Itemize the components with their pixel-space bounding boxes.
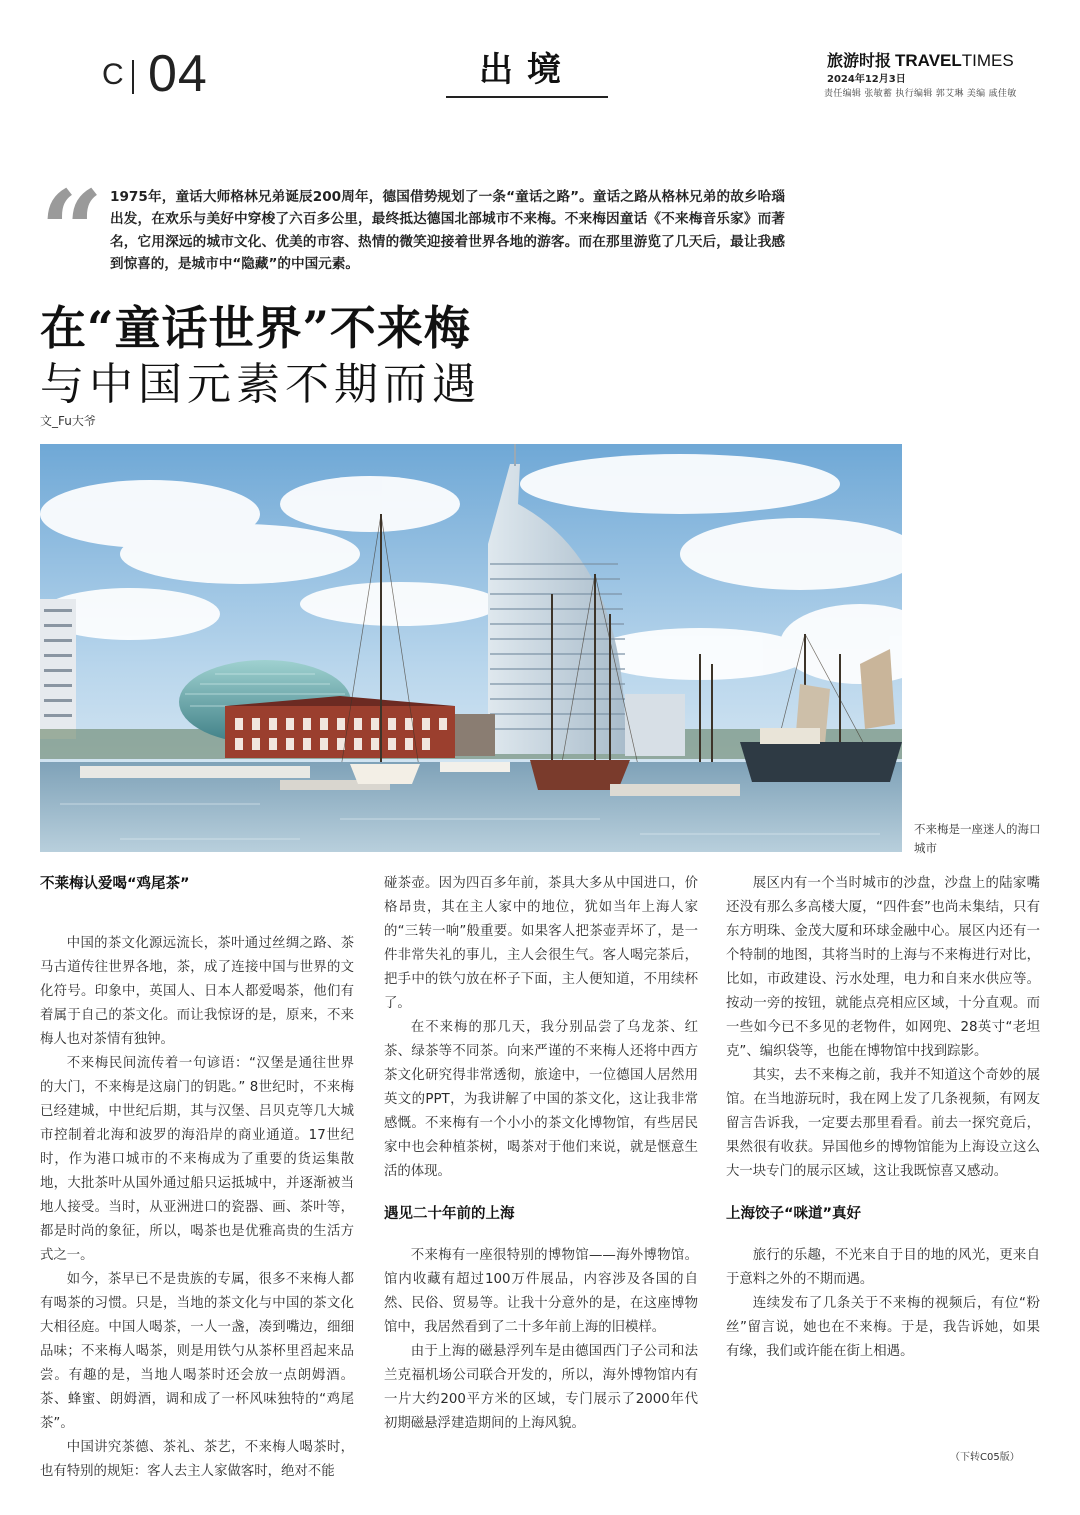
continued-notice: （下转C05版） [950,1452,1020,1463]
paragraph: 不来梅民间流传着一句谚语：“汉堡是通往世界的大门，不来梅是这扇门的钥匙。” 8世纪时，不来梅已经建城，中世纪后期，其与汉堡、吕贝克等几大城市控制着北海和波罗的海沿岸的商业通道。17世纪时，作为港口城市的不来梅成为了重要的货运集散地，大批茶叶从国外通过船只运抵城中，并逐渐被当地人接受。当时，从亚洲进口的瓷器、画、茶叶等，都是时尚的象征，所以，喝茶也是优雅高贵的生活方式之一。 [40,1056,354,1263]
paragraph: 展区内有一个当时城市的沙盘，沙盘上的陆家嘴还没有那么多高楼大厦，“四件套”也尚未集结，只有东方明珠、金茂大厦和环球金融中心。展区内还有一个特制的地图，其将当时的上海与不来梅进行对比，比如，市政建设、污水处理，电力和自来水供应等。按动一旁的按钮，就能点亮相应区域，十分直观。而一些如今已不多见的老物件，如网兜、28英寸“老坦克”、编织袋等，也能在博物馆中找到踪影。 [726,876,1040,1059]
masthead-cn: 旅游时报 [827,51,892,70]
subheading-dumplings: 上海饺子“咪道”真好 [726,1206,862,1222]
section-title: 出境 [479,50,575,90]
section-title-rule [446,96,608,98]
article-lead: 1975年，童话大师格林兄弟诞辰200周年，德国借势规划了一条“童话之路”。童话之路从格林兄弟的故乡哈瑙出发，在欢乐与美好中穿梭了六百多公里，最终抵达德国北部城市不来梅。不来梅因童话《不来梅音乐家》而著名，它用深远的城市文化、优美的市容、热情的微笑迎接着世界各地的游客。而在那里游览了几天后，最让我感到惊喜的，是城市中“隐藏”的中国元素。 [110,189,785,273]
headline-line1: 在“童话世界”不来梅 [40,301,471,355]
section-letter: C [102,58,126,91]
subheading-shanghai: 遇见二十年前的上海 [384,1206,515,1222]
photo-caption: 不来梅是一座迷人的海口城市 [914,822,1041,855]
paragraph: 中国的茶文化源远流长，茶叶通过丝绸之路、茶马古道传往世界各地，茶，成了连接中国与世界的文化符号。印象中，英国人、日本人都爱喝茶，他们有着属于自己的茶文化。而让我惊讶的是，原来，不来梅人也对茶情有独钟。 [40,936,354,1047]
paragraph: 在不来梅的那几天，我分别品尝了乌龙茶、红茶、绿茶等不同茶。向来严谨的不来梅人还将中西方茶文化研究得非常透彻，旅途中，一位德国人居然用英文的PPT，为我讲解了中国的茶文化，这让我非常感慨。不来梅有一个小小的茶文化博物馆，有些居民家中也会种植茶树，喝茶对于他们来说，就是惬意生活的体现。 [384,1020,698,1179]
article-column-1 [40,872,354,1484]
masthead [827,48,1014,71]
paragraph: 旅行的乐趣，不光来自于目的地的风光，更来自于意料之外的不期而遇。 [726,1248,1040,1287]
paragraph: 连续发布了几条关于不来梅的视频后，有位“粉丝”留言说，她也在不来梅。于是，我告诉她，如果有缘，我们或许能在街上相遇。 [726,1296,1040,1359]
header-divider [132,60,134,94]
paragraph: 如今，茶早已不是贵族的专属，很多不来梅人都有喝茶的习惯。只是，当地的茶文化与中国的茶文化大相径庭。中国人喝茶，一人一盏，凑到嘴边，细细品味；不来梅人喝茶，则是用铁勺从茶杯里舀起来品尝。有趣的是，当地人喝茶时还会放一点朗姆酒。茶、蜂蜜、朗姆酒，调和成了一杯风味独特的“鸡尾茶”。 [40,1272,354,1431]
masthead-en-light: TIMES [961,51,1014,70]
paragraph: 其实，去不来梅之前，我并不知道这个奇妙的展馆。在当地游玩时，我在网上发了几条视频，有网友留言告诉我，一定要去那里看看。前去一探究竟后，果然很有收获。异国他乡的博物馆能为上海设立这么大一块专门的展示区域，这让我既惊喜又感动。 [726,1068,1040,1179]
subheading-tea: 不莱梅认爱喝“鸡尾茶” [40,876,190,892]
paragraph: 中国讲究茶德、茶礼、茶艺，不来梅人喝茶时，也有特别的规矩：客人去主人家做客时，绝对不能 [40,1440,354,1479]
byline: 文_Fu大爷 [40,414,96,428]
paragraph: 不来梅有一座很特别的博物馆——海外博物馆。馆内收藏有超过100万件展品，内容涉及各国的自然、民俗、贸易等。让我十分意外的是，在这座博物馆中，我居然看到了二十多年前上海的旧模样。 [384,1248,698,1335]
harbor-photo [40,444,902,852]
paragraph: 由于上海的磁悬浮列车是由德国西门子公司和法兰克福机场公司联合开发的，所以，海外博物馆内有一片大约200平方米的区域，专门展示了2000年代初期磁悬浮建造期间的上海风貌。 [384,1344,698,1431]
editor-credits: 责任编辑 张敏蓄 执行编辑 郭艾琳 美编 戚佳敏 [824,89,1017,99]
article-column-3 [726,872,1040,1364]
quote-mark-icon: “ [40,166,104,295]
masthead-en-bold: TRAVEL [895,51,962,70]
page-number: 04 [148,45,208,103]
paragraph: 碰茶壶。因为四百多年前，茶具大多从中国进口，价格昂贵，其在主人家中的地位，犹如当年上海人家的“三转一响”般重要。如果客人把茶壶弄坏了，是一件非常失礼的事儿，主人会很生气。客人喝完茶后，把手中的铁勺放在杯子下面，主人便知道，不用续杯了。 [384,876,698,1011]
headline-line2: 与中国元素不期而遇 [40,359,481,410]
issue-date: 2024年12月3日 [827,74,906,85]
article-column-2 [384,872,698,1436]
